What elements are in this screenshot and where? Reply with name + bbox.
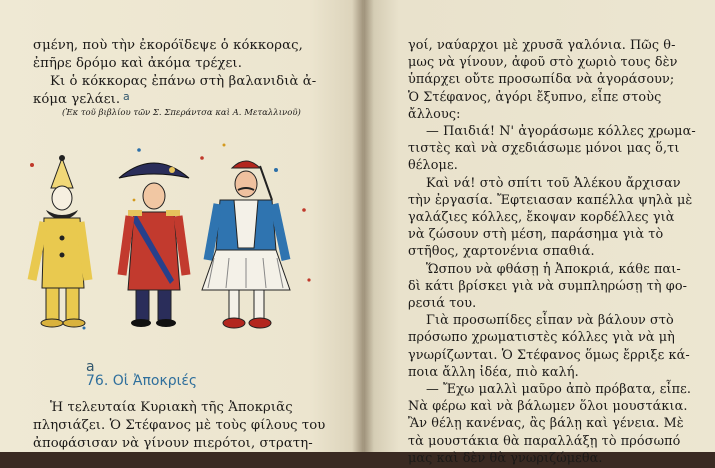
- right-text-line: νὰ ζώσουν στὴ μέση, παράσημα γιὰ τὸ: [408, 227, 664, 243]
- right-text-line: Ὁ Στέφανος, ἀγόρι ἔξυπνο, εἶπε στοὺς: [408, 89, 662, 105]
- source-credit: (Ἐκ τοῦ βιβλίου τῶν Σ. Σπεράντσα καὶ Α. Μεταλλινοῦ): [62, 108, 301, 118]
- right-text-line: — Ἔχω μαλλὶ μαῦρο ἀπὸ πρόβατα, εἶπε.: [426, 382, 692, 397]
- handwritten-mark: a: [86, 359, 95, 375]
- general-figure: [119, 163, 189, 327]
- left-page: [0, 0, 364, 452]
- right-text-line: γαλάζιες κόλλες, ἔκοψαν κορδέλλες γιὰ: [408, 210, 675, 225]
- right-text-line: τιστὲς καὶ νὰ σχεδιάσωμε μόνοι μας ὅ,τι: [408, 141, 680, 157]
- right-text-line: ρεσιά του.: [408, 296, 477, 311]
- right-text-line: γνωρίζωνται. Ὁ Στέφανος ὅμως ἔρριξε κά-: [408, 347, 690, 363]
- right-text-line: δὶ κάτι βρίσκει γιὰ νὰ συμπληρώσῃ τὴ φο-: [408, 278, 688, 294]
- right-text-line: ἄλλους:: [408, 106, 461, 122]
- right-text-line: τὰ μουστάκια θὰ παραλλάξῃ τὸ πρόσωπό: [408, 433, 681, 449]
- right-text-line: θέλομε.: [408, 158, 458, 174]
- evzone-figure: [202, 161, 290, 328]
- left-text-line: Κι ὁ κόκκορας ἐπάνω στὴ βαλανιδιὰ ἀ-: [50, 74, 317, 89]
- carnival-illustration: [24, 140, 319, 335]
- right-text-line: ὑπάρχει οὔτε προσωπίδα νὰ ἀγοράσουν;: [408, 72, 675, 88]
- right-text-line: μας καὶ δὲν θὰ γνωριζώμεθα.: [408, 450, 603, 466]
- right-text-line: τὴν ἐργασία. Ἔφτειασαν καπέλλα ψηλὰ μὲ: [408, 192, 693, 208]
- left-text-line: ἐπῆρε δρόμο καὶ ἀκόμα τρέχει.: [33, 56, 242, 71]
- chapter-heading: 76. Οἱ Ἀποκριές: [86, 373, 198, 389]
- right-text-line: Ὥσπου νὰ φθάσῃ ἡ Ἀποκριά, κάθε παι-: [426, 261, 681, 277]
- right-text-line: μως νὰ γίνουν, ἀφοῦ στὸ χωριὸ τους δὲν: [408, 55, 678, 71]
- right-text-line: Καὶ νά! στὸ σπίτι τοῦ Ἀλέκου ἄρχισαν: [426, 175, 681, 191]
- left-text-line: πλησιάζει. Ὁ Στέφανος μὲ τοὺς φίλους του: [33, 418, 326, 433]
- right-text-line: — Παιδιά! Ν' ἀγοράσωμε κόλλες χρωμα-: [426, 124, 696, 139]
- left-text-line: Ἡ τελευταία Κυριακὴ τῆς Ἀποκριᾶς: [50, 400, 293, 415]
- handwritten-mark: a: [123, 90, 130, 103]
- right-text-line: γοί, ναύαρχοι μὲ χρυσᾶ γαλόνια. Πῶς θ-: [408, 38, 676, 53]
- right-text-line: Ἂν θέλῃ κανένας, ἂς βάλῃ καὶ γένεια. Μὲ: [408, 416, 684, 432]
- left-text-line: κόμα γελάει.: [33, 92, 121, 107]
- right-text-line: Νὰ φέρω καὶ νὰ βάλωμεν ὅλοι μουστάκια.: [408, 399, 688, 415]
- right-text-line: Γιὰ προσωπίδες εἶπαν νὰ βάλουν στὸ: [426, 313, 674, 329]
- right-text-line: στῆθος, χαρτονένια σπαθιά.: [408, 244, 595, 260]
- left-text-line: ἀποφάσισαν νὰ γίνουν πιερότοι, στρατη-: [33, 436, 313, 451]
- pierrot-figure: [32, 155, 88, 327]
- right-text-line: πρόσωπο χρωματιστὲς κόλλες γιὰ νὰ μὴ: [408, 330, 675, 346]
- right-text-line: ποια ἄλλη ἰδέα, πιὸ καλή.: [408, 364, 579, 380]
- left-text-line: σμένη, ποὺ τὴν ἐκορόϊδεψε ὁ κόκκορας,: [33, 38, 303, 53]
- right-page: [364, 0, 715, 466]
- book-gutter: [352, 0, 374, 452]
